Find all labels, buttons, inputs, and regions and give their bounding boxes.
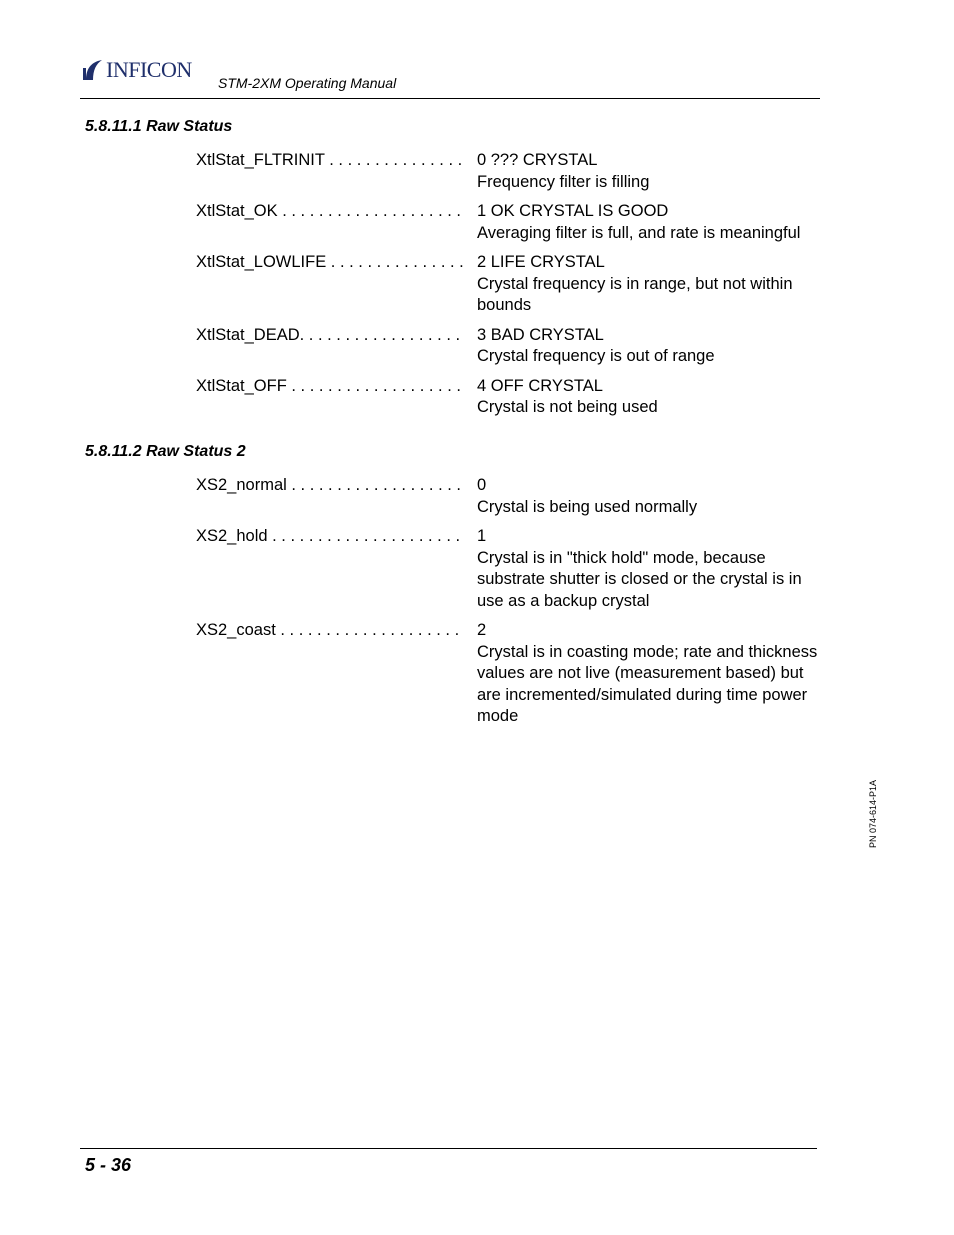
definition-term: XtlStat_OK . . . . . . . . . . . . . . . . . . . . [196, 202, 461, 220]
page-header [80, 56, 820, 100]
definition-term: XS2_hold . . . . . . . . . . . . . . . . . . . . . [196, 527, 461, 545]
definition-list-raw-status-2 [196, 475, 826, 736]
definition-description [477, 150, 822, 193]
definition-term: XtlStat_OFF . . . . . . . . . . . . . . . . . . . [196, 376, 461, 395]
definition-term: XtlStat_DEAD. . . . . . . . . . . . . . . . . . [196, 325, 461, 344]
definition-description [477, 475, 822, 518]
definition-value: 2 [477, 621, 487, 639]
definition-text: Crystal frequency is in range, but not within bounds [477, 274, 793, 314]
definition-value: 4 OFF CRYSTAL [477, 376, 603, 395]
page-number: 5 - 36 [85, 1155, 132, 1175]
definition-list-raw-status [196, 150, 826, 427]
definition-entry [196, 201, 826, 244]
definition-description [477, 620, 822, 728]
definition-description [477, 252, 822, 317]
definition-text: Averaging filter is full, and rate is meaningful [477, 223, 801, 242]
definition-term: XtlStat_FLTRINIT . . . . . . . . . . . . . . . [196, 151, 463, 169]
footer-rule [80, 1148, 817, 1149]
manual-title: STM-2XM Operating Manual [218, 75, 397, 91]
definition-entry [196, 620, 826, 728]
definition-description [477, 325, 822, 368]
definition-description [477, 526, 822, 612]
definition-value: 0 [477, 476, 487, 494]
inficon-logo-icon [82, 58, 104, 82]
definition-entry [196, 475, 826, 518]
inficon-logo [82, 58, 192, 82]
definition-text: Crystal is being used normally [477, 497, 698, 516]
definition-entry [196, 150, 826, 193]
definition-value: 1 OK CRYSTAL IS GOOD [477, 202, 669, 220]
definition-term: XS2_normal . . . . . . . . . . . . . . . . . . . [196, 476, 461, 494]
definition-value: 0 ??? CRYSTAL [477, 151, 598, 169]
logo-text: INFICON [106, 57, 192, 82]
definition-term: XS2_coast . . . . . . . . . . . . . . . . . . . . [196, 621, 460, 639]
definition-entry [196, 526, 826, 612]
definition-entry [196, 325, 826, 368]
definition-value: 1 [477, 527, 487, 545]
definition-text: Crystal frequency is out of range [477, 347, 715, 365]
definition-text: Crystal is not being used [477, 398, 658, 416]
definition-value: 2 LIFE CRYSTAL [477, 253, 605, 271]
section-heading-raw-status-2: 5.8.11.2 Raw Status 2 [85, 443, 246, 460]
definition-text: Frequency filter is filling [477, 172, 650, 191]
definition-description [477, 201, 822, 244]
definition-value: 3 BAD CRYSTAL [477, 325, 604, 344]
definition-text: Crystal is in "thick hold" mode, because substrate shutter is closed or the crystal is in use as a backup crystal [477, 548, 802, 610]
definition-description [477, 376, 822, 419]
definition-entry [196, 252, 826, 317]
definition-term: XtlStat_LOWLIFE . . . . . . . . . . . . . . . [196, 253, 464, 271]
definition-text: Crystal is in coasting mode; rate and thickness values are not live (measurement based) but are incremented/simulated during time power mode [477, 642, 818, 725]
definition-entry [196, 376, 826, 419]
header-rule [80, 98, 820, 99]
part-number-note: PN 074-614-P1A [868, 779, 878, 848]
section-heading-raw-status: 5.8.11.1 Raw Status [85, 118, 233, 135]
